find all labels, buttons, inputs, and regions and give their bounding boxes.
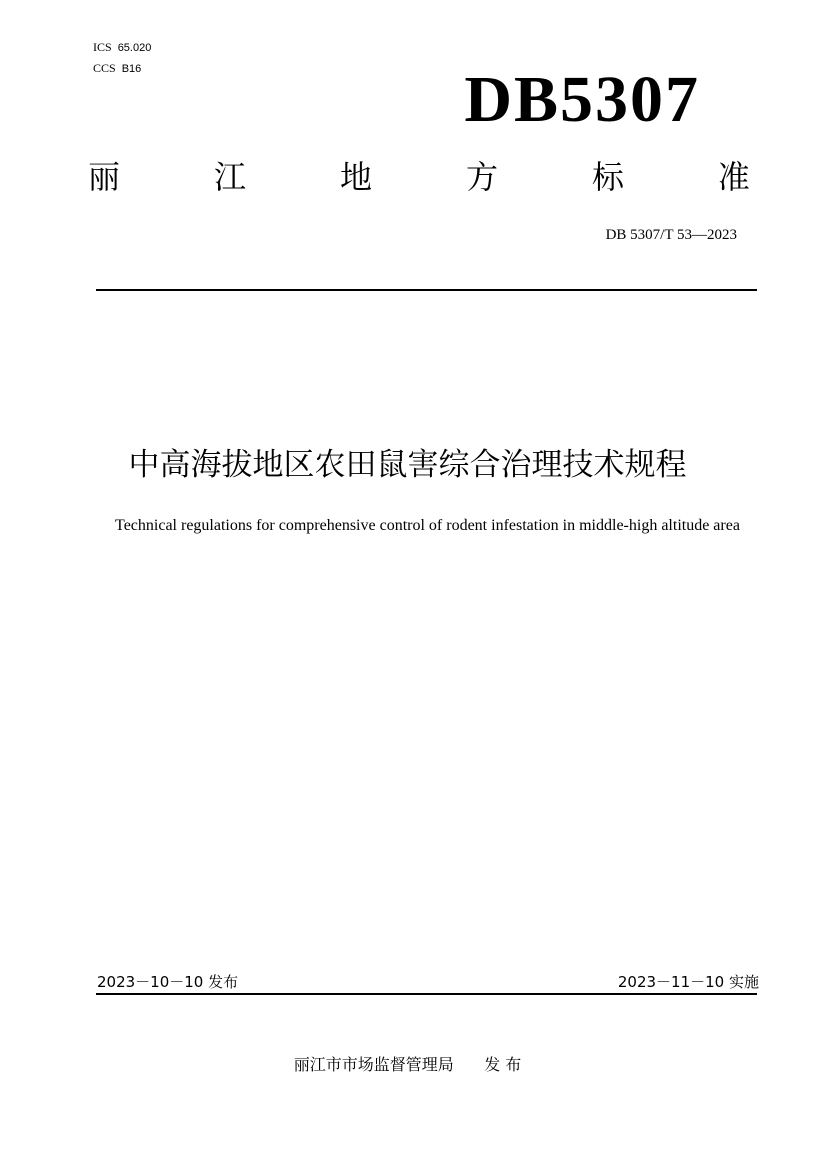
ics-label: ICS bbox=[93, 40, 112, 54]
issuer-line bbox=[200, 1054, 615, 1076]
standard-code: DB5307 bbox=[464, 63, 700, 136]
issuer-action: 发 布 bbox=[484, 1055, 522, 1074]
document-title-en: Technical regulations for comprehensive control of rodent infestation in middle-high altitude area bbox=[115, 517, 740, 534]
region-standard-title bbox=[88, 155, 750, 199]
region-title-char: 标 bbox=[591, 158, 624, 196]
document-number: DB 5307/T 53—2023 bbox=[605, 227, 737, 243]
ccs-value: B16 bbox=[121, 63, 142, 75]
region-title-char: 江 bbox=[213, 158, 246, 196]
region-title-char: 丽 bbox=[88, 158, 121, 196]
region-title-char: 地 bbox=[339, 158, 372, 196]
header-divider bbox=[96, 289, 757, 291]
document-title-zh: 中高海拔地区农田鼠害综合治理技术规程 bbox=[128, 447, 687, 483]
ccs-label: CCS bbox=[93, 61, 116, 75]
issuer-name: 丽江市市场监督管理局 bbox=[293, 1055, 454, 1074]
region-title-char: 方 bbox=[465, 158, 498, 196]
region-title-char: 准 bbox=[717, 158, 750, 196]
issue-date: 2023－10－10 发布 bbox=[97, 973, 239, 991]
ccs-line bbox=[93, 61, 141, 76]
ics-value: 65.020 bbox=[117, 42, 152, 54]
effective-date: 2023－11－10 实施 bbox=[617, 973, 759, 991]
footer-divider bbox=[96, 993, 757, 995]
ics-line bbox=[93, 40, 151, 55]
